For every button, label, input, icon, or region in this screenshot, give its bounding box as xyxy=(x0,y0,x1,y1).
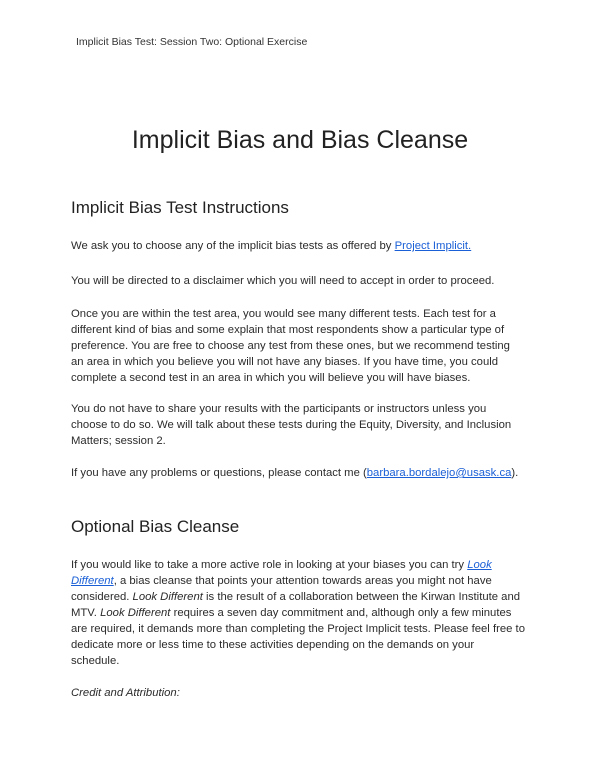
text-line: preference. You are free to choose any test from these ones, but we recommend testing xyxy=(71,340,510,352)
paragraph-look-different xyxy=(71,557,541,669)
page-header: Implicit Bias Test: Session Two: Optional Exercise xyxy=(76,36,308,48)
paragraph-test-area xyxy=(71,306,541,386)
project-implicit-link[interactable]: Project Implicit. xyxy=(394,240,472,252)
text-line: different kind of bias and some explain that most respondents show a particular type of xyxy=(71,324,505,336)
text: is the result of a collaboration between the Kirwan Institute and xyxy=(202,591,521,603)
text-line: complete a second test in an area in which you will believe you will have biases. xyxy=(71,372,471,384)
italic-text: Look Different xyxy=(132,591,203,603)
intro-text: We ask you to choose any of the implicit bias tests as offered by xyxy=(71,240,395,252)
look-different-link[interactable] xyxy=(467,559,492,571)
paragraph-sharing xyxy=(71,401,541,449)
document-title: Implicit Bias and Bias Cleanse xyxy=(131,126,469,154)
paragraph-intro xyxy=(71,238,541,254)
paragraph-contact xyxy=(71,465,541,481)
link-text: Different xyxy=(71,575,114,587)
italic-text: Look Different xyxy=(100,607,171,619)
text: requires a seven day commitment and, although only a few minutes xyxy=(170,607,512,619)
text-line: Once you are within the test area, you would see many different tests. Each test for a xyxy=(71,308,496,320)
section-heading-instructions: Implicit Bias Test Instructions xyxy=(71,198,289,217)
text-line: dedicate more or less time to these activities depending on the demands on your xyxy=(71,639,475,651)
text-line: are required, it demands more than completing the Project Implicit tests. Please feel free to xyxy=(71,623,525,635)
contact-text: If you have any problems or questions, please contact me ( xyxy=(71,467,367,479)
credit-text: Credit and Attribution: xyxy=(71,687,180,699)
email-link[interactable]: barbara.bordalejo@usask.ca xyxy=(366,467,512,479)
contact-end: ). xyxy=(511,467,519,479)
text-line: schedule. xyxy=(71,655,120,667)
text-line: Matters; session 2. xyxy=(71,435,166,447)
text: considered. xyxy=(71,591,133,603)
text-line: You do not have to share your results with the participants or instructors unless you xyxy=(71,403,487,415)
text: If you would like to take a more active role in looking at your biases you can try xyxy=(71,559,468,571)
section-heading-bias-cleanse: Optional Bias Cleanse xyxy=(71,517,240,536)
credit-heading xyxy=(71,685,541,701)
paragraph-disclaimer: You will be directed to a disclaimer which you will need to accept in order to proceed. xyxy=(71,275,495,287)
look-different-link-cont[interactable] xyxy=(71,575,114,587)
text-line: choose to do so. We will talk about these tests during the Equity, Diversity, and Inclusion xyxy=(71,419,512,431)
text: , a bias cleanse that points your attention towards areas you might not have xyxy=(113,575,492,587)
text: MTV. xyxy=(71,607,101,619)
link-text: Look xyxy=(467,559,492,571)
text-line: an area in which you believe you will not have any biases. If you have time, you could xyxy=(71,356,499,368)
